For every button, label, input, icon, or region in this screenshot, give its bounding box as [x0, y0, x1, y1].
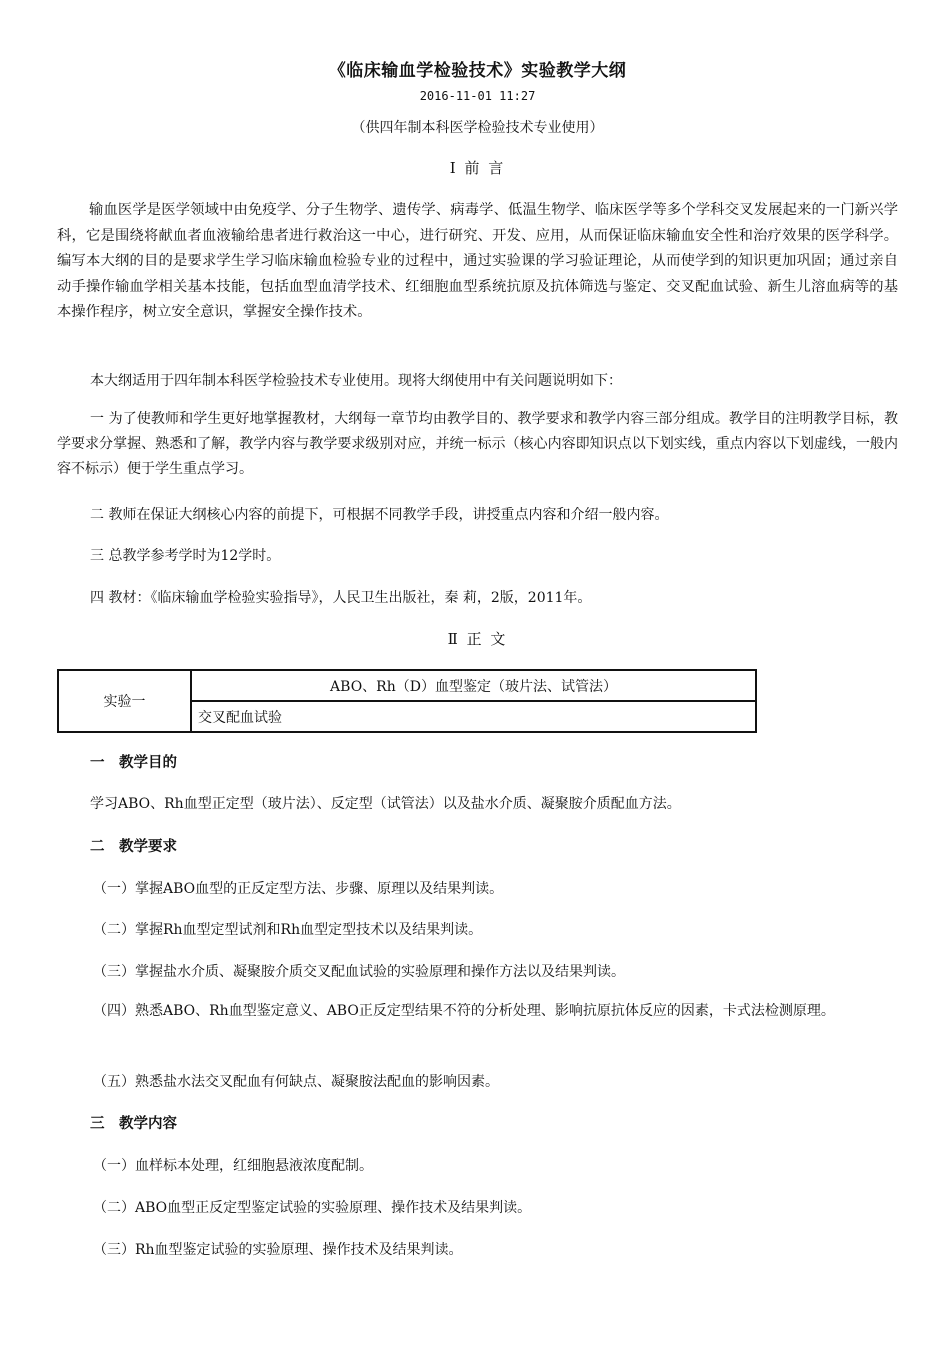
experiment-item-1: ABO、Rh（D）血型鉴定（玻片法、试管法）	[191, 670, 756, 701]
experiment-table	[57, 669, 757, 733]
requirement-3: （三）掌握盐水介质、凝聚胺介质交叉配血试验的实验原理和操作方法以及结果判读。	[93, 964, 625, 980]
heading-purpose: 一 教学目的	[90, 754, 177, 771]
note-4: 四 教材：《临床输血学检验实验指导》，人民卫生出版社，秦 莉，2版，2011年。	[90, 590, 592, 606]
note-1: 一 为了使教师和学生更好地掌握教材，大纲每一章节均由教学目的、教学要求和教学内容三部分组成。教学目的注明教学目标，教学要求分掌握、熟悉和了解，教学内容与教学要求级别对应，并统一标示（核心内容即知识点以下划实线，重点内容以下划虚线，一般内容不标示）便于学生重点学习。	[57, 411, 898, 477]
section-heading-main: Ⅱ 正 文	[447, 630, 508, 648]
note-2: 二 教师在保证大纲核心内容的前提下，可根据不同教学手段，讲授重点内容和介绍一般内容。	[90, 507, 669, 523]
requirement-1: （一）掌握ABO血型的正反定型方法、步骤、原理以及结果判读。	[93, 881, 504, 897]
document-date: 2016-11-01 11:27	[419, 89, 536, 103]
note-3: 三 总教学参考学时为12学时。	[90, 548, 281, 564]
content-1: （一）血样标本处理，红细胞悬液浓度配制。	[93, 1158, 373, 1174]
heading-content: 三 教学内容	[90, 1115, 177, 1132]
requirement-4: （四）熟悉ABO、Rh血型鉴定意义、ABO正反定型结果不符的分析处理、影响抗原抗体反应的因素，卡式法检测原理。	[93, 1003, 835, 1019]
experiment-item-2: 交叉配血试验	[191, 701, 756, 732]
intro-paragraph: 输血医学是医学领域中由免疫学、分子生物学、遗传学、病毒学、低温生物学、临床医学等多个学科交叉发展起来的一门新兴学科，它是围绕将献血者血液输给患者进行救治这一中心，进行研究、开发、应用，从而保证临床输血安全性和治疗效果的医学科学。编写本大纲的目的是要求学生学习临床输血检验专业的过程中，通过实验课的学习验证理论，从而使学到的知识更加巩固；通过亲自动手操作输血学相关基本技能，包括血型血清学技术、红细胞血型系统抗原及抗体筛选与鉴定、交叉配血试验、新生儿溶血病等的基本操作程序，树立安全意识，掌握安全操作技术。	[57, 202, 898, 320]
requirement-2: （二）掌握Rh血型定型试剂和Rh血型定型技术以及结果判读。	[93, 922, 483, 938]
experiment-label: 实验一	[58, 670, 191, 732]
section-heading-preface: Ⅰ 前 言	[449, 159, 506, 177]
requirement-5: （五）熟悉盐水法交叉配血有何缺点、凝聚胺法配血的影响因素。	[93, 1074, 499, 1090]
content-3: （三）Rh血型鉴定试验的实验原理、操作技术及结果判读。	[93, 1242, 463, 1258]
heading-requirements: 二 教学要求	[90, 838, 177, 855]
document-subtitle: （供四年制本科医学检验技术专业使用）	[351, 120, 604, 136]
scope-paragraph: 本大纲适用于四年制本科医学检验技术专业使用。现将大纲使用中有关问题说明如下：	[90, 373, 622, 389]
purpose-text: 学习ABO、Rh血型正定型（玻片法）、反定型（试管法）以及盐水介质、凝聚胺介质配血方法。	[90, 796, 681, 812]
document-title: 《临床输血学检验技术》实验教学大纲	[328, 61, 627, 81]
content-2: （二）ABO血型正反定型鉴定试验的实验原理、操作技术及结果判读。	[93, 1200, 532, 1216]
